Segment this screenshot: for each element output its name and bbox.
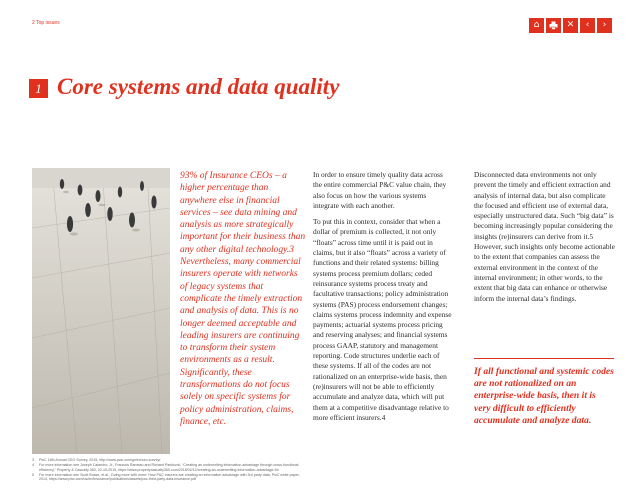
print-button[interactable] xyxy=(546,18,561,33)
section-title: Core systems and data quality xyxy=(57,74,340,99)
paragraph: In order to ensure timely quality data across the entire commercial P&C value chain, they also focus on how the various systems integrate with each another. xyxy=(313,170,447,210)
section-number: 1 xyxy=(29,79,48,98)
footnote-text[interactable]: For more information see Joseph Calandro, Jr., Francois Rameau and Richard Parkhurst, “Creating an underwriting information advantage through cross-functional efficiency,” Property & Casualty 360, 02-15-2015, https://www.propertycasualty360.com/2015/02/12/creating-an-underwriting-information-advantage-thr xyxy=(39,463,299,472)
close-button[interactable] xyxy=(563,18,578,33)
paragraph: Disconnected data environments not only prevent the timely and efficient extraction and analysis of internal data, but also complicate the focused and efficient use of external data, especially unstructured data. Such “big data” is becoming increasingly popular considering the insights (re)insurers can derive from it.5 However, such insights only become actionable to the extent that companies can assess the external environment in the context of the internal environment; in other words, to the extent that big data can enhance or otherwise inform the internal data’s findings. xyxy=(474,170,615,303)
print-icon xyxy=(546,21,561,30)
photo-crowd-walking xyxy=(32,168,170,454)
page-nav xyxy=(529,18,612,33)
pull-quote: 93% of Insurance CEOs – a higher percentage than anywhere else in financial services – see data mining and analysis as more strategically important for their business than any other digital technology.3 Nevertheless, many commercial insurers operate with networks of legacy systems that complicate the timely extraction and analysis of data. This is no longer deemed acceptable and leading insurers are continuing to transform their system environments as a result. Significantly, these transformations do not focus solely on specific systems for policy administration, claims, finance, etc. xyxy=(180,171,306,427)
footnote-number: 4 xyxy=(32,463,34,467)
home-icon: ⌂ xyxy=(533,20,540,30)
footnote-text[interactable]: PwC 16th Annual CEO Survey, 2015, http://www.pwc.com/gx/en/ceo-survey/ xyxy=(39,458,161,462)
body-column-2 xyxy=(313,170,453,429)
home-button[interactable] xyxy=(529,18,544,33)
footnotes xyxy=(32,458,306,482)
next-page-button[interactable] xyxy=(597,18,612,33)
footnote xyxy=(32,473,306,482)
footnote-number: 3 xyxy=(32,458,34,462)
body-column-3 xyxy=(474,170,616,310)
footnote xyxy=(32,463,306,472)
footnote-number: 5 xyxy=(32,472,34,477)
previous-page-button[interactable] xyxy=(580,18,595,33)
footnote xyxy=(32,458,306,463)
callout-quote: If all functional and systemic codes are not rationalized on an enterprise-wide basis, then it is very difficult to efficiently accumulate and analyze data. xyxy=(474,358,614,427)
previous-icon: ‹ xyxy=(585,20,590,30)
next-icon: › xyxy=(602,20,607,30)
paragraph: To put this in context, consider that when a dollar of premium is collected, it not only “floats” across time until it is paid out in claims, but it also “floats” across a variety of functions and their related systems: billing systems process premium dollars; ceded reinsurance systems process treaty and facultative transactions; policy administration systems (PAS) process endorsement changes; claims systems process indemnity and expense payments; actuarial systems process pricing and reserving analyses; and financial systems process GAAP, statutory and management reporting. Code structures underlie each of these systems. If all of the codes are not rationalized on an enterprise-wide basis, then (re)insurers will not be able to efficiently accumulate and analyze data, which will put them at a competitive disadvantage relative to more efficient insurers.4 xyxy=(313,217,452,422)
close-icon: ✕ xyxy=(566,20,575,30)
footnote-text[interactable]: For more information see Scott Busse, et al., Doing more with more: How P&C insurers are creating an information advantage with 3rd party data, PwC white paper, 2014, https://www.pwc.com/us/en/insurance/publications/assets/pwc-third-party-data-insurance.pdf xyxy=(39,472,300,481)
breadcrumb: 2 Top issues xyxy=(32,20,60,26)
